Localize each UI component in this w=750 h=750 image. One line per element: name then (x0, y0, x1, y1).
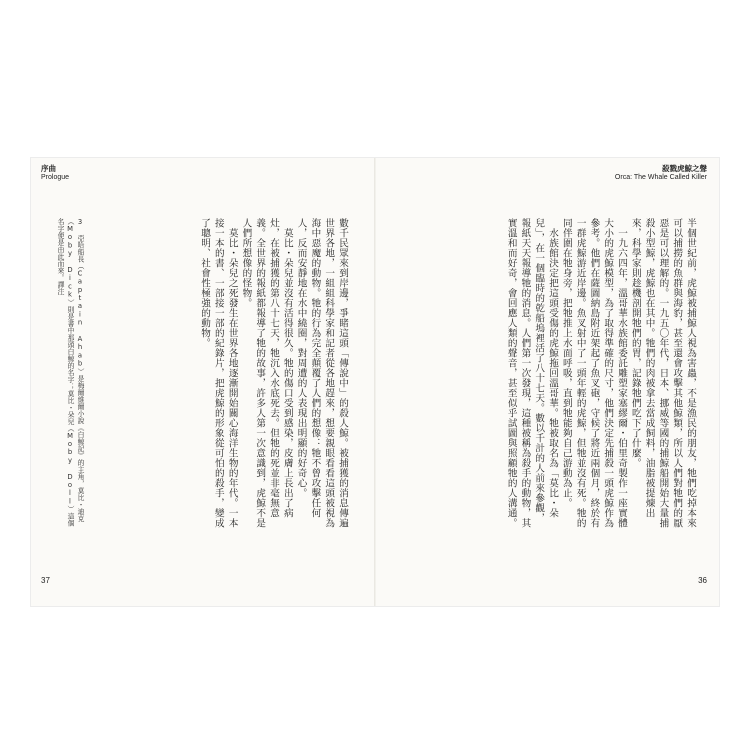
left-running-header (41, 164, 69, 182)
left-page (31, 158, 374, 606)
right-running-header (615, 164, 707, 182)
right-page-number: 36 (698, 576, 707, 585)
left-header-english: Prologue (41, 174, 70, 181)
right-header-english: Orca: The Whale Called Killer (614, 174, 707, 181)
right-page (376, 158, 719, 606)
left-header-chinese: 序曲 (41, 164, 56, 173)
book-spread (31, 158, 719, 606)
left-body-text: 數千民眾來到岸邊，爭睹這頭「傳說中」的殺人鯨。被捕獲的消息傳遍世界各地，一組組科學家和記者從各地趕來，想要親眼看看這頭被視為海中惡魔的動物。牠的行為完全顛覆了人們的想像：牠不曾攻擊任何人，反而安靜地在水中繞圈，對周遭的人表現出明顯的好奇心。 莫比・朵兒並沒有活得很久。牠的傷口受到感染，皮膚上長出了病灶，在被捕獲的第八十七天，牠沉入水底死去。但牠的死並非毫無意義。全世界的報紙都報導了牠的故事，許多人第一次意識到，虎鯨不是人們所想像的怪物。 莫比・朵兒之死發生在世界各地逐漸開始關心海洋生物的年代。一本接一本的書、一部接一部的紀錄片，把虎鯨的形象從可怕的殺手，變成了聰明、社會性極強的動物。 (199, 218, 348, 528)
right-header-chinese: 殺戮虎鯨之聲 (662, 164, 707, 173)
footnote: 3 亞哈船長（Captain Ahab）是梅爾維爾小說《白鯨記》的主角，莫比・迪克（Moby Dick）則是書中那頭白鯨的名字；莫比・朵兒（Moby Doll）這個名字便是由此而來。譯注 (56, 218, 84, 527)
right-body-text: 半個世紀前，虎鯨被捕鯨人視為害蟲，不是漁民的朋友，牠們吃掉本來可以捕撈的魚群與海豹，甚至還會攻擊其他鯨類，所以人們對牠們的厭惡是可以理解的。一九五〇年代，日本、挪威等國的捕鯨船開始大量捕殺小型鯨，虎鯨也在其中。牠們的肉被拿去當成飼料，油脂被提煉出來，科學家則趁機剖開牠們的胃，記錄牠們吃下了什麼。 一九六四年，溫哥華水族館委託雕塑家塞繆爾・伯里奇製作一座實體大小的虎鯨模型，為了取得準確的尺寸，他們決定先捕殺一頭虎鯨作為參考。他們在薩圖納島附近架起了魚叉砲，守候了將近兩個月，終於有一群虎鯨游近岸邊。魚叉射中了一頭年輕的虎鯨，但牠並沒有死。牠的同伴圍在牠身旁，把牠推上水面呼吸，直到牠能夠自己游動為止。 水族館決定把這頭受傷的虎鯨拖回溫哥華。牠被取名為「莫比・朵兒」，在一個臨時的乾船塢裡活了八十七天。數以千計的人前來參觀，報紙天天報導牠的消息。人們第一次發現，這種被稱為殺手的動物，其實溫和而好奇，會回應人類的聲音，甚至似乎試圖與照顧牠的人溝通。 (505, 218, 696, 528)
left-page-number: 37 (41, 576, 50, 585)
